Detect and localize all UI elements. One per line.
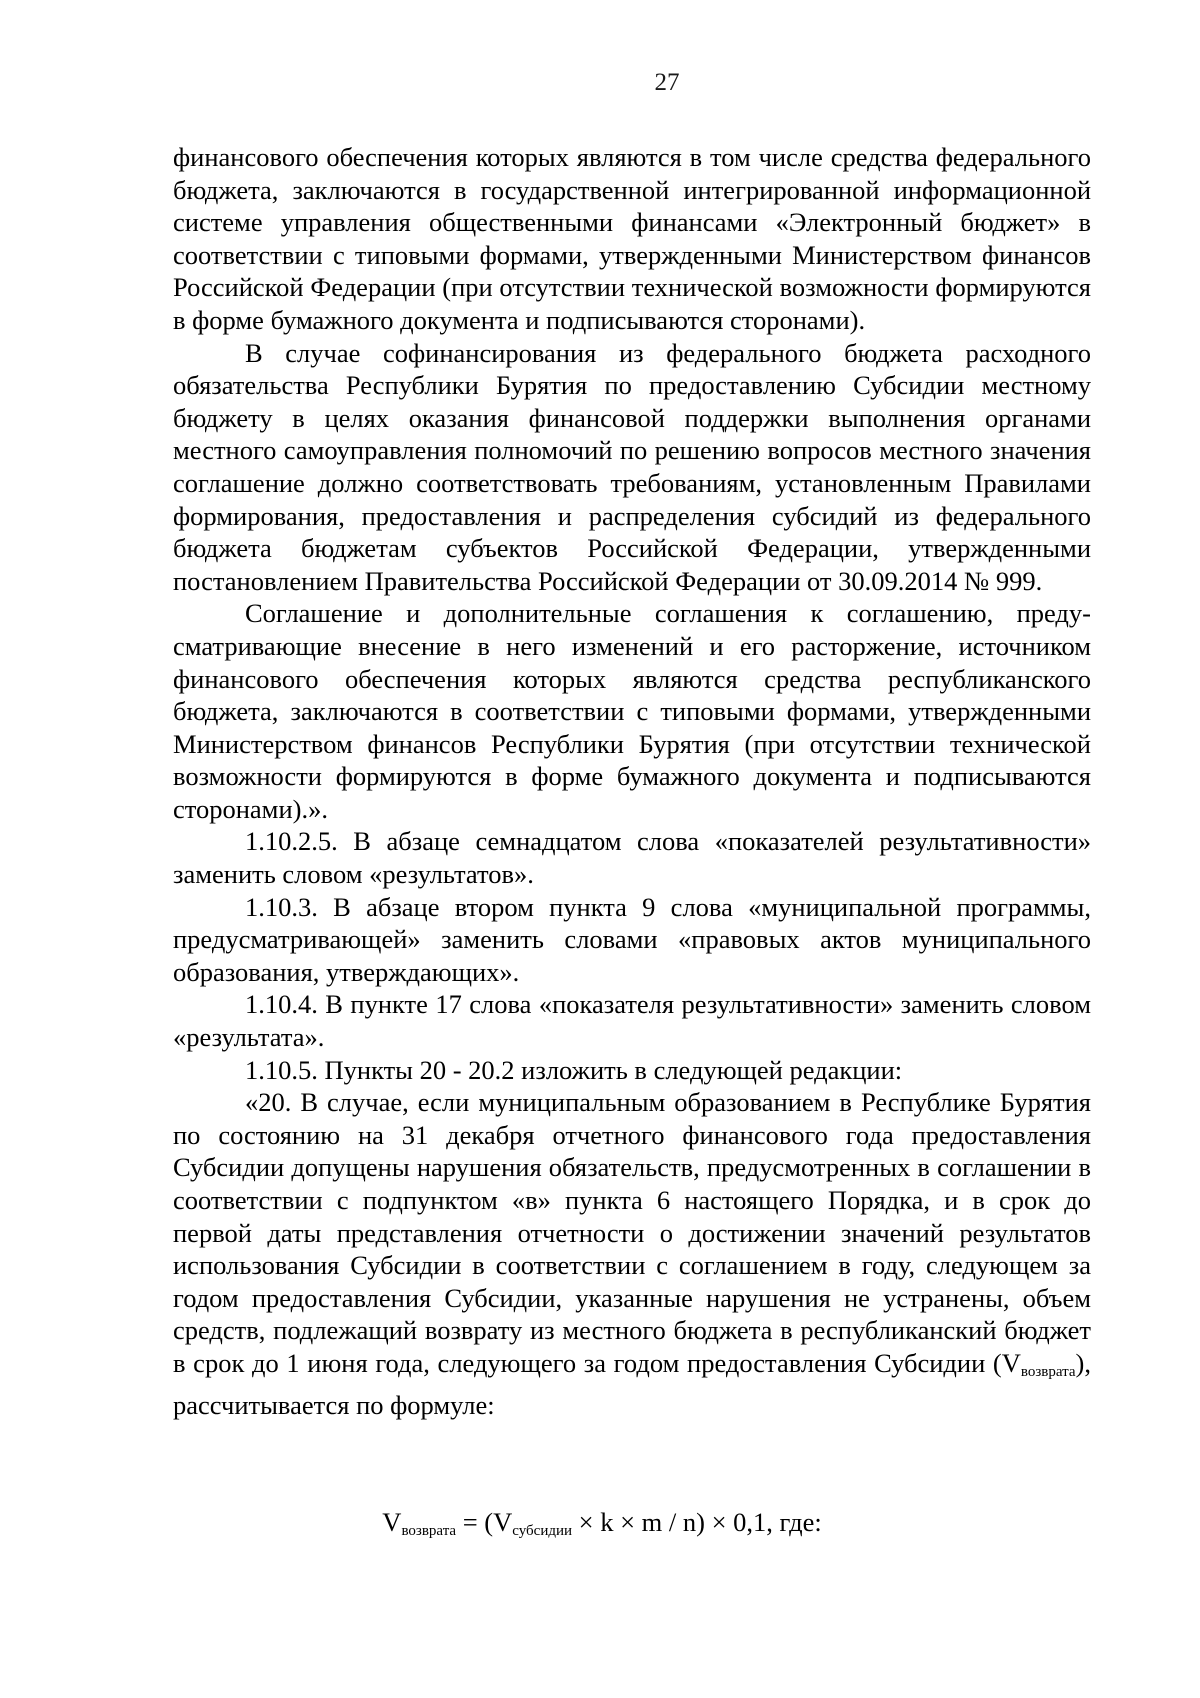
paragraph-8-text-after: ), рассчитывается по формуле: [173, 1347, 1091, 1420]
formula-lhs-var: V [382, 1507, 402, 1537]
formula-rhs-sub: субсидии [512, 1523, 573, 1539]
paragraph-4: 1.10.2.5. В абзаце семнадцатом слова «показателей результативности» заменить словом «результатов». [173, 826, 1091, 890]
document-body [173, 141, 1091, 1421]
paragraph-8 [173, 1086, 1091, 1421]
formula-eq-open: = (V [456, 1507, 513, 1537]
paragraph-2: В случае софинансирования из федерального бюджета расходного обязательства Республики Бурятия по предоставлению Субсидии местному бюджету в целях оказания финансовой поддержки выполнения органами местного самоуправления полномочий по решению вопросов местного значения соглашение должно соответствовать требованиям, установленным Правилами формирования, предоставления и распределения субсидий из федерального бюджета бюджетам субъектов Российской Федерации, утвержденными постановлением Правительства Российской Федерации от 30.09.2014 № 999. [173, 337, 1091, 596]
paragraph-1: финансового обеспечения которых являются в том числе средства федерального бюджета, заключаются в государственной интегрированной информационной системе управления общественными финансами «Электронный бюджет» в соответствии с типовыми формами, утвержденными Министерством финансов Российской Федерации (при отсутствии технической возможности формируются в форме бумажного документа и подписываются сторонами). [173, 142, 1091, 335]
paragraph-8-text-before: «20. В случае, если муниципальным образованием в Республике Бурятия по состоянию на 31 декабря отчетного финансового года предоставления Субсидии допущены нарушения обязательств, предусмотренных в соглашении в соответствии с подпунктом «в» пункта 6 настоящего Порядка, и в срок до первой даты представления отчетности о достижении значений результатов использования Субсидии в соответствии с соглашением в году, следующем за годом предоставления Субсидии, указанные нарушения не устранены, объем средств, подлежащий возврату из местного бюджета в республиканский бюджет в срок до 1 июня года, следующего за годом предоставления Субсидии (V [173, 1087, 1091, 1378]
paragraph-5: 1.10.3. В абзаце втором пункта 9 слова «муниципальной программы, предусматривающей» заменить словами «правовых актов муниципального образования, утверждающих». [173, 891, 1091, 987]
paragraph-8-subscript: возврата [1020, 1363, 1076, 1380]
page-number: 27 [654, 69, 680, 96]
return-amount-formula [0, 1505, 1200, 1548]
formula-rest: × k × m / n) × 0,1, где: [572, 1507, 822, 1537]
paragraph-7: 1.10.5. Пункты 20 - 20.2 изложить в следующей редакции: [245, 1054, 903, 1085]
paragraph-3: Соглашение и дополнительные соглашения к соглашению, предусматривающие внесение в него изменений и его расторжение, источником финансового обеспечения которых являются средства республиканского бюджета, заключаются в соответствии с типовыми формами, утвержденными Министерством финансов Республики Бурятия (при отсутствии технической возможности формируются в форме бумажного документа и подписываются сторонами).». [173, 598, 1091, 824]
formula-lhs-sub: возврата [401, 1523, 457, 1539]
paragraph-6: 1.10.4. В пункте 17 слова «показателя результативности» заменить словом «результата». [173, 989, 1091, 1053]
